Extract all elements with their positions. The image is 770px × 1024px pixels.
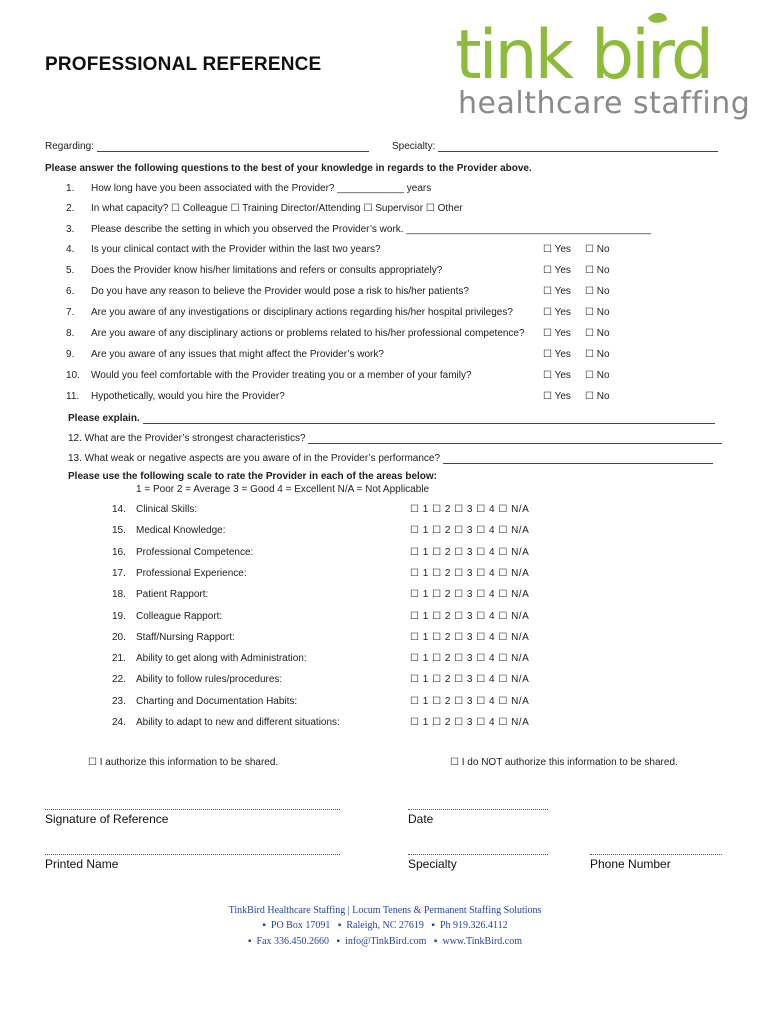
rating-scale-checkboxes[interactable]: ☐ 1 ☐ 2 ☐ 3 ☐ 4 ☐ N/A xyxy=(410,547,530,558)
footer-line2 xyxy=(0,920,770,931)
q12-text: 12. What are the Provider’s strongest characteristics? xyxy=(68,433,306,444)
signature-line[interactable] xyxy=(45,808,340,810)
rating-row xyxy=(0,632,770,646)
rating-number: 22. xyxy=(112,674,126,685)
bullet-icon: ▪ xyxy=(262,920,266,931)
rating-number: 19. xyxy=(112,611,126,622)
rating-label: Medical Knowledge: xyxy=(136,525,226,536)
rating-number: 16. xyxy=(112,547,126,558)
footer-email[interactable]: info@TinkBird.com xyxy=(345,936,427,947)
yes-checkbox[interactable]: ☐ Yes xyxy=(543,244,571,255)
rating-row xyxy=(0,504,770,518)
rating-label: Staff/Nursing Rapport: xyxy=(136,632,235,643)
rating-label: Colleague Rapport: xyxy=(136,611,223,622)
rating-number: 18. xyxy=(112,589,126,600)
signature-specialty-label: Specialty xyxy=(408,857,457,871)
rating-row xyxy=(0,611,770,625)
question-number: 3. xyxy=(66,224,75,235)
question-text: Are you aware of any investigations or disciplinary actions regarding his/her hospital privileges? xyxy=(91,307,513,318)
question-row xyxy=(0,286,770,300)
question-text: Please describe the setting in which you observed the Provider’s work. ____________________________________________ xyxy=(91,224,652,235)
logo-brand-part1: tink xyxy=(455,16,572,95)
rating-scale-checkboxes[interactable]: ☐ 1 ☐ 2 ☐ 3 ☐ 4 ☐ N/A xyxy=(410,504,530,515)
question-text: Are you aware of any disciplinary actions or problems related to his/her professional competence? xyxy=(91,328,525,339)
question-text: Are you aware of any issues that might affect the Provider’s work? xyxy=(91,349,384,360)
specialty-line[interactable] xyxy=(408,853,548,855)
rating-number: 15. xyxy=(112,525,126,536)
footer-fax: Fax 336.450.2660 xyxy=(256,936,330,947)
rating-scale-checkboxes[interactable]: ☐ 1 ☐ 2 ☐ 3 ☐ 4 ☐ N/A xyxy=(410,653,530,664)
rating-row xyxy=(0,568,770,582)
rating-number: 24. xyxy=(112,717,126,728)
rating-scale-checkboxes[interactable]: ☐ 1 ☐ 2 ☐ 3 ☐ 4 ☐ N/A xyxy=(410,611,530,622)
question-row xyxy=(0,391,770,405)
rating-row xyxy=(0,589,770,603)
footer-web[interactable]: www.TinkBird.com xyxy=(442,936,523,947)
yes-checkbox[interactable]: ☐ Yes xyxy=(543,286,571,297)
specialty-field[interactable] xyxy=(438,141,718,152)
question-number: 1. xyxy=(66,183,75,194)
footer-city: Raleigh, NC 27619 xyxy=(346,920,424,931)
question-number: 5. xyxy=(66,265,75,276)
rating-scale-checkboxes[interactable]: ☐ 1 ☐ 2 ☐ 3 ☐ 4 ☐ N/A xyxy=(410,632,530,643)
rating-number: 20. xyxy=(112,632,126,643)
explain-row xyxy=(68,413,715,424)
no-checkbox[interactable]: ☐ No xyxy=(585,244,610,255)
question-number: 10. xyxy=(66,370,80,381)
bullet-icon: ▪ xyxy=(336,936,341,947)
question-row xyxy=(0,328,770,342)
rating-scale-checkboxes[interactable]: ☐ 1 ☐ 2 ☐ 3 ☐ 4 ☐ N/A xyxy=(410,525,530,536)
no-checkbox[interactable]: ☐ No xyxy=(585,370,610,381)
regarding-label: Regarding: xyxy=(45,141,94,152)
footer-po-box: PO Box 17091 xyxy=(270,920,331,931)
rating-scale-checkboxes[interactable]: ☐ 1 ☐ 2 ☐ 3 ☐ 4 ☐ N/A xyxy=(410,696,530,707)
phone-label: Phone Number xyxy=(590,857,671,871)
rating-label: Ability to adapt to new and different situations: xyxy=(136,717,340,728)
rating-number: 23. xyxy=(112,696,126,707)
question-number: 6. xyxy=(66,286,75,297)
question-text: Would you feel comfortable with the Provider treating you or a member of your family? xyxy=(91,370,472,381)
regarding-field[interactable] xyxy=(97,141,369,152)
page-title: PROFESSIONAL REFERENCE xyxy=(45,54,322,75)
bullet-icon: ▪ xyxy=(337,920,342,931)
rating-label: Professional Competence: xyxy=(136,547,254,558)
not-authorize-checkbox[interactable]: ☐ I do NOT authorize this information to be shared. xyxy=(450,757,678,768)
question-row xyxy=(0,183,770,197)
question-row xyxy=(0,307,770,321)
rating-row xyxy=(0,717,770,731)
rating-label: Clinical Skills: xyxy=(136,504,198,515)
instructions: Please answer the following questions to the best of your knowledge in regards to the Provider above. xyxy=(45,163,532,174)
no-checkbox[interactable]: ☐ No xyxy=(585,307,610,318)
question-number: 4. xyxy=(66,244,75,255)
footer-phone: Ph 919.326.4112 xyxy=(439,920,508,931)
question-row xyxy=(0,349,770,363)
rating-row xyxy=(0,696,770,710)
question-text: Hypothetically, would you hire the Provider? xyxy=(91,391,285,402)
scale-heading: Please use the following scale to rate the Provider in each of the areas below: xyxy=(68,471,437,482)
specialty-label: Specialty: xyxy=(392,141,436,152)
rating-label: Ability to get along with Administration: xyxy=(136,653,307,664)
rating-row xyxy=(0,547,770,561)
question-text: Is your clinical contact with the Provider within the last two years? xyxy=(91,244,381,255)
explain-label: Please explain. xyxy=(68,413,140,424)
rating-row xyxy=(0,674,770,688)
printed-name-line[interactable] xyxy=(45,853,340,855)
question-text: How long have you been associated with the Provider? ____________ years xyxy=(91,183,432,194)
printed-name-label: Printed Name xyxy=(45,857,119,871)
logo-brand-part2: bird xyxy=(591,16,711,95)
question-row xyxy=(0,224,770,238)
phone-line[interactable] xyxy=(590,853,722,855)
footer-line3 xyxy=(0,936,770,947)
rating-scale-checkboxes[interactable]: ☐ 1 ☐ 2 ☐ 3 ☐ 4 ☐ N/A xyxy=(410,674,530,685)
bullet-icon: ▪ xyxy=(431,920,435,931)
logo-tagline: healthcare staffing xyxy=(458,86,751,121)
rating-number: 17. xyxy=(112,568,126,579)
q13-row xyxy=(68,453,713,464)
question-text: Do you have any reason to believe the Provider would pose a risk to his/her patients? xyxy=(91,286,469,297)
rating-label: Professional Experience: xyxy=(136,568,247,579)
explain-field[interactable] xyxy=(143,413,715,424)
rating-scale-checkboxes[interactable]: ☐ 1 ☐ 2 ☐ 3 ☐ 4 ☐ N/A xyxy=(410,717,530,728)
yes-checkbox[interactable]: ☐ Yes xyxy=(543,370,571,381)
regarding-row xyxy=(45,141,369,152)
question-row xyxy=(0,265,770,279)
date-label: Date xyxy=(408,812,434,826)
bullet-icon: ▪ xyxy=(433,936,438,947)
q12-row xyxy=(68,433,722,444)
scale-legend: 1 = Poor 2 = Average 3 = Good 4 = Excellent N/A = Not Applicable xyxy=(136,484,430,495)
question-number: 7. xyxy=(66,307,75,318)
rating-number: 14. xyxy=(112,504,126,515)
question-number: 8. xyxy=(66,328,75,339)
q13-field[interactable] xyxy=(443,453,713,464)
no-checkbox[interactable]: ☐ No xyxy=(585,265,610,276)
rating-label: Ability to follow rules/procedures: xyxy=(136,674,283,685)
no-checkbox[interactable]: ☐ No xyxy=(585,349,610,360)
no-checkbox[interactable]: ☐ No xyxy=(585,391,610,402)
rating-row xyxy=(0,525,770,539)
question-row xyxy=(0,370,770,384)
specialty-row xyxy=(392,141,718,152)
rating-scale-checkboxes[interactable]: ☐ 1 ☐ 2 ☐ 3 ☐ 4 ☐ N/A xyxy=(410,568,530,579)
no-checkbox[interactable]: ☐ No xyxy=(585,286,610,297)
yes-checkbox[interactable]: ☐ Yes xyxy=(543,328,571,339)
rating-label: Charting and Documentation Habits: xyxy=(136,696,298,707)
q12-field[interactable] xyxy=(308,433,722,444)
yes-checkbox[interactable]: ☐ Yes xyxy=(543,391,571,402)
question-text: Does the Provider know his/her limitations and refers or consults appropriately? xyxy=(91,265,443,276)
rating-scale-checkboxes[interactable]: ☐ 1 ☐ 2 ☐ 3 ☐ 4 ☐ N/A xyxy=(410,589,530,600)
q13-text: 13. What weak or negative aspects are you aware of in the Provider’s performance? xyxy=(68,453,441,464)
footer-line1: TinkBird Healthcare Staffing | Locum Tenens & Permanent Staffing Solutions xyxy=(228,905,542,916)
rating-number: 21. xyxy=(112,653,126,664)
question-number: 11. xyxy=(66,391,80,402)
rating-row xyxy=(0,653,770,667)
yes-checkbox[interactable]: ☐ Yes xyxy=(543,307,571,318)
bullet-icon: ▪ xyxy=(247,936,252,947)
yes-checkbox[interactable]: ☐ Yes xyxy=(543,349,571,360)
rating-label: Patient Rapport: xyxy=(136,589,209,600)
question-row xyxy=(0,244,770,258)
signature-label: Signature of Reference xyxy=(45,812,169,826)
question-row xyxy=(0,203,770,217)
no-checkbox[interactable]: ☐ No xyxy=(585,328,610,339)
question-text: In what capacity? ☐ Colleague ☐ Training Director/Attending ☐ Supervisor ☐ Other xyxy=(91,203,463,214)
question-number: 2. xyxy=(66,203,75,214)
yes-checkbox[interactable]: ☐ Yes xyxy=(543,265,571,276)
date-line[interactable] xyxy=(408,808,548,810)
authorize-checkbox[interactable]: ☐ I authorize this information to be shared. xyxy=(88,757,279,768)
question-number: 9. xyxy=(66,349,75,360)
